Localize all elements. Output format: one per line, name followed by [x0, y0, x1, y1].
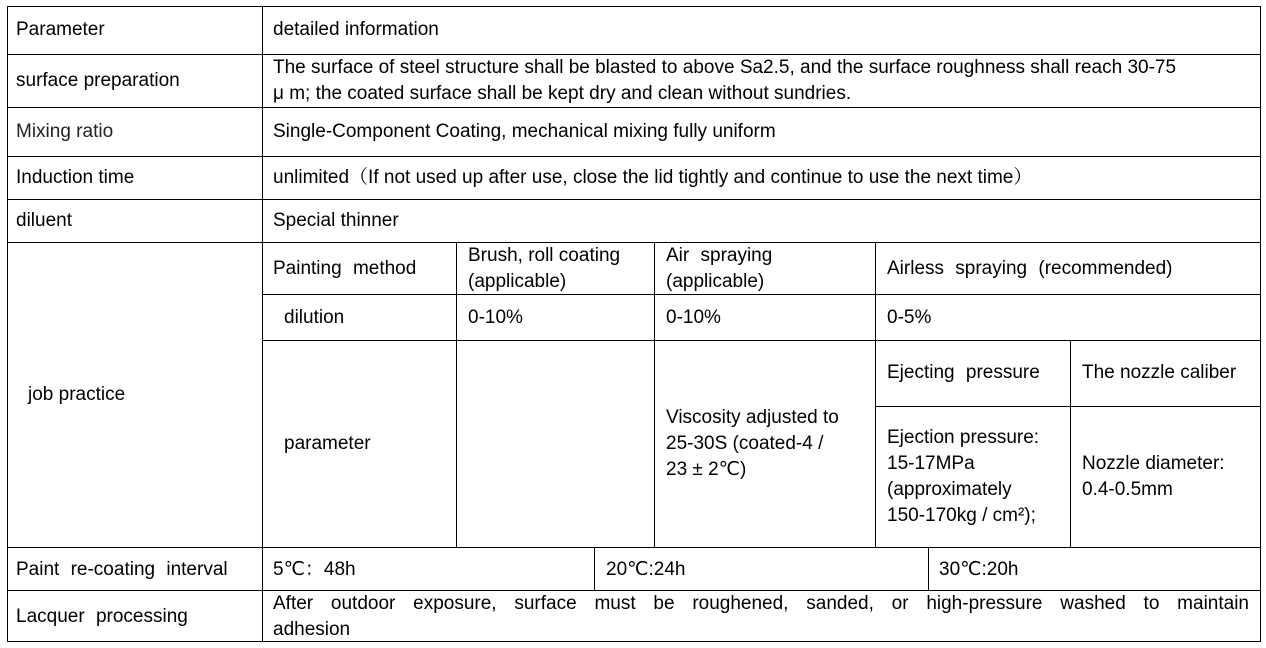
parameter-label: parameter [284, 433, 371, 454]
header-parameter-label: Parameter [16, 19, 105, 40]
column-divider [1070, 340, 1071, 547]
row-divider [7, 156, 1261, 157]
dilution-airless-value: 0-5% [887, 307, 932, 328]
mixing-ratio-value: Single-Component Coating, mechanical mixing fully uniform [273, 121, 776, 142]
column-divider [654, 242, 655, 547]
row-divider [7, 242, 1261, 243]
brush-roll-header-line-1: Brush, roll coating [468, 245, 621, 266]
surface-preparation-line-1: The surface of steel structure shall be blasted to above Sa2.5, and the surface roughness shall reach 30-75 [273, 57, 1177, 78]
surface-preparation-label: surface preparation [16, 70, 180, 91]
ejection-pressure-line-3: (approximately [887, 479, 1012, 500]
column-divider [456, 242, 457, 547]
table-border-left [7, 6, 8, 642]
table-border-top [7, 6, 1261, 7]
diluent-label: diluent [16, 210, 72, 231]
painting-method-header: Painting method [273, 258, 417, 279]
diluent-value: Special thinner [273, 210, 399, 231]
nozzle-caliber-header: The nozzle caliber [1082, 362, 1237, 383]
recoat-20c-value: 20℃:24h [606, 559, 686, 580]
row-divider [7, 199, 1261, 200]
air-viscosity-line-2: 25-30S (coated-4 / [666, 433, 824, 454]
column-divider [875, 242, 876, 547]
surface-preparation-line-2: μ m; the coated surface shall be kept dry and clean without sundries. [273, 83, 852, 104]
air-viscosity-line-1: Viscosity adjusted to [666, 407, 839, 428]
air-viscosity-line-3: 23 ± 2℃) [666, 459, 747, 480]
ejection-pressure-line-1: Ejection pressure: [887, 427, 1040, 448]
dilution-brush-value: 0-10% [468, 307, 523, 328]
column-divider [262, 6, 263, 642]
recoat-5c-value: 5℃：48h [273, 559, 356, 580]
row-divider [7, 107, 1261, 108]
lacquer-processing-line-2: adhesion [273, 619, 351, 640]
column-divider [928, 547, 929, 590]
dilution-label: dilution [284, 307, 345, 328]
airless-spraying-header: Airless spraying (recommended) [887, 258, 1173, 279]
mixing-ratio-label: Mixing ratio [16, 121, 114, 142]
job-practice-label: job practice [28, 384, 126, 405]
ejecting-pressure-header: Ejecting pressure [887, 362, 1040, 383]
table-border-bottom [7, 641, 1261, 642]
header-info-label: detailed information [273, 19, 439, 40]
row-divider [7, 547, 1261, 548]
row-divider [875, 406, 1261, 407]
column-divider [594, 547, 595, 590]
lacquer-processing-label: Lacquer processing [16, 606, 188, 627]
recoating-interval-label: Paint re-coating interval [16, 559, 228, 580]
row-divider [262, 340, 1261, 341]
ejection-pressure-line-4: 150-170kg / cm²); [887, 505, 1036, 526]
nozzle-diameter-line-2: 0.4-0.5mm [1082, 479, 1173, 500]
row-divider [262, 294, 1261, 295]
brush-roll-header-line-2: (applicable) [468, 271, 567, 292]
recoat-30c-value: 30℃:20h [939, 559, 1019, 580]
induction-time-value: unlimited（If not used up after use, close the lid tightly and continue to use the next time） [273, 167, 1033, 188]
lacquer-processing-line-1: After outdoor exposure, surface must be roughened, sanded, or high-pressure washed to maintain [273, 593, 1249, 614]
air-spraying-header-line-1: Air spraying [666, 245, 773, 266]
ejection-pressure-line-2: 15-17MPa [887, 453, 975, 474]
nozzle-diameter-line-1: Nozzle diameter: [1082, 453, 1225, 474]
table-border-right [1260, 6, 1261, 642]
air-spraying-header-line-2: (applicable) [666, 271, 765, 292]
dilution-air-value: 0-10% [666, 307, 721, 328]
induction-time-label: Induction time [16, 167, 135, 188]
